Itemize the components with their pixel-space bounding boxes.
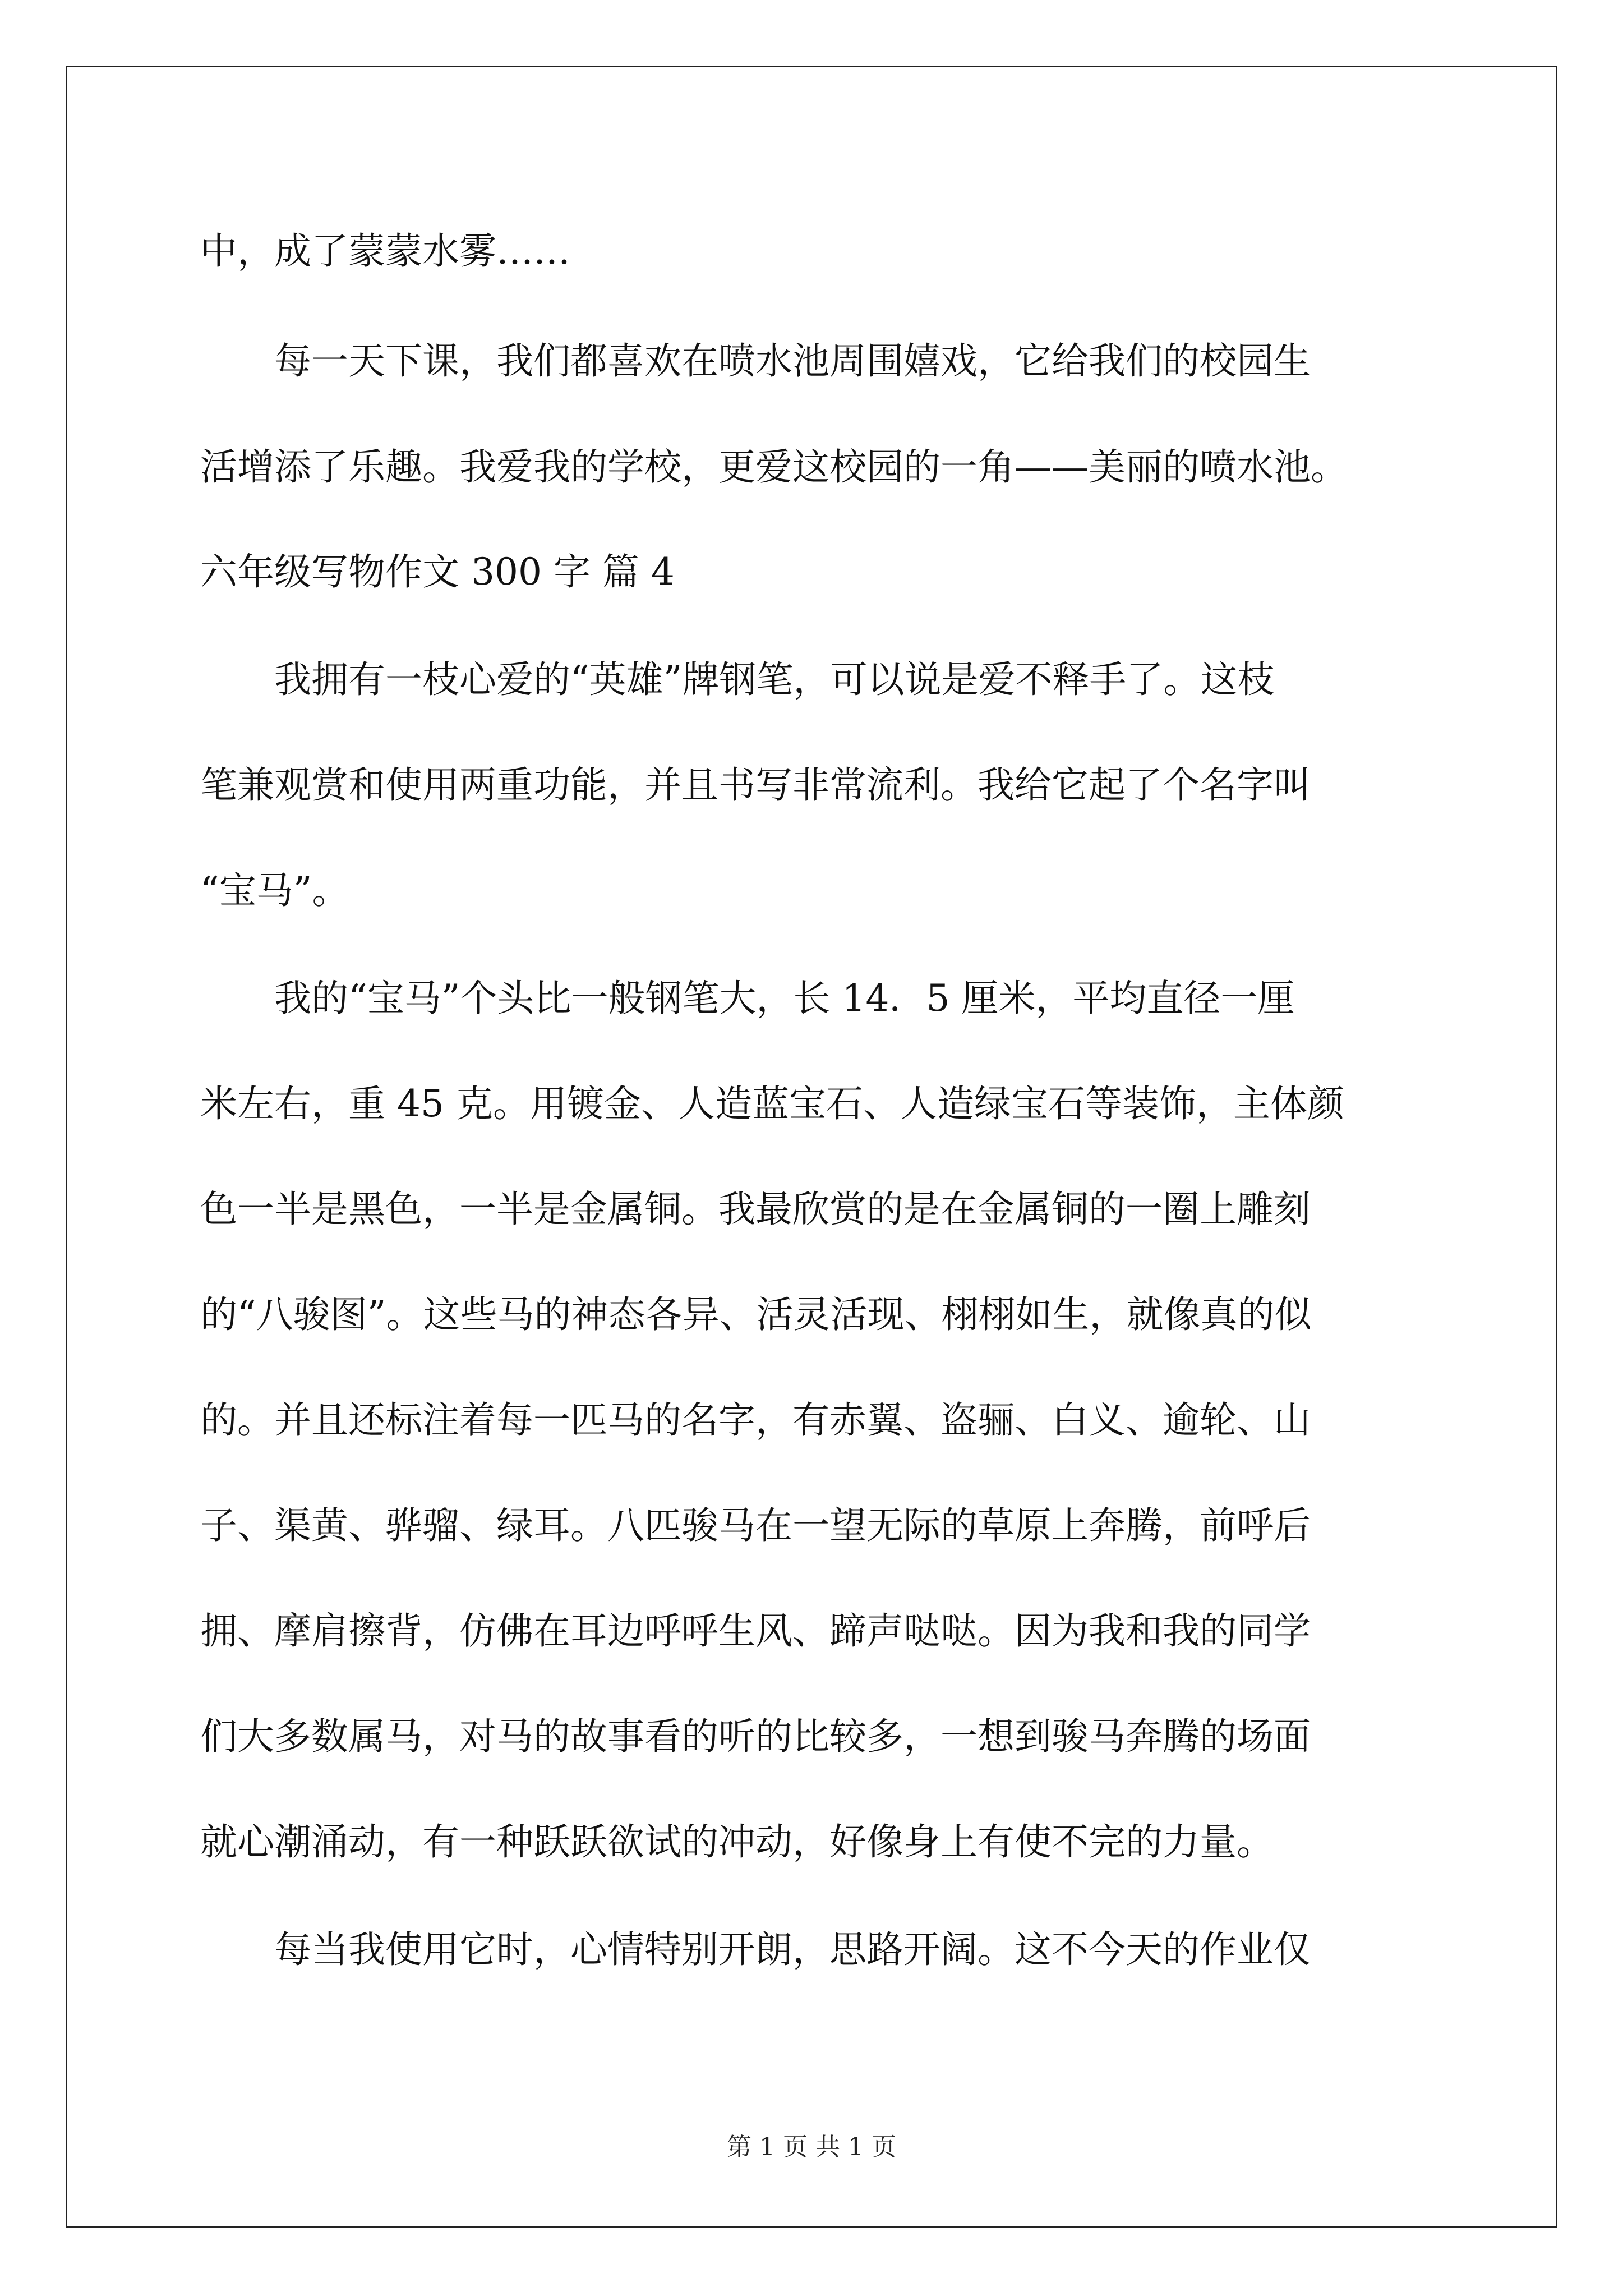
text-line: 色一半是黑色，一半是金属铜。我最欣赏的是在金属铜的一圈上雕刻 bbox=[200, 1188, 1311, 1231]
text-line: 中，成了蒙蒙水雾…… bbox=[200, 229, 570, 273]
text-line: 的“八骏图”。这些马的神态各异、活灵活现、栩栩如生，就像真的似 bbox=[200, 1293, 1312, 1336]
text-line: 米左右，重 45 克。用镀金、人造蓝宝石、人造绿宝石等装饰，主体颜 bbox=[200, 1082, 1344, 1125]
text-line: 活增添了乐趣。我爱我的学校，更爱这校园的一角——美丽的喷水池。 bbox=[200, 445, 1348, 489]
text-line: 就心潮涌动，有一种跃跃欲试的冲动，好像身上有使不完的力量。 bbox=[200, 1820, 1274, 1864]
section-heading: 六年级写物作文 300 字 篇 4 bbox=[200, 550, 675, 593]
text-line: 每一天下课，我们都喜欢在喷水池周围嬉戏，它给我们的校园生 bbox=[274, 339, 1311, 383]
text-line: 我拥有一枝心爱的“英雄”牌钢笔，可以说是爱不释手了。这枝 bbox=[274, 658, 1275, 701]
text-line: 的。并且还标注着每一匹马的名字，有赤翼、盗骊、白义、逾轮、山 bbox=[200, 1398, 1311, 1442]
text-line: 笔兼观赏和使用两重功能，并且书写非常流利。我给它起了个名字叫 bbox=[200, 763, 1311, 807]
text-line: 们大多数属马，对马的故事看的听的比较多，一想到骏马奔腾的场面 bbox=[200, 1715, 1311, 1758]
text-line: 拥、摩肩擦背，仿佛在耳边呼呼生风、蹄声哒哒。因为我和我的同学 bbox=[200, 1609, 1311, 1653]
text-line: 每当我使用它时，心情特别开朗，思路开阔。这不今天的作业仅 bbox=[274, 1928, 1311, 1971]
text-line: 我的“宝马”个头比一般钢笔大，长 14．5 厘米，平均直径一厘 bbox=[274, 977, 1295, 1020]
page-indicator: 第 1 页 共 1 页 bbox=[727, 2133, 896, 2161]
page-border bbox=[66, 66, 1557, 2228]
text-line: “宝马”。 bbox=[200, 869, 349, 912]
text-line: 子、渠黄、骅骝、绿耳。八匹骏马在一望无际的草原上奔腾，前呼后 bbox=[200, 1504, 1311, 1547]
